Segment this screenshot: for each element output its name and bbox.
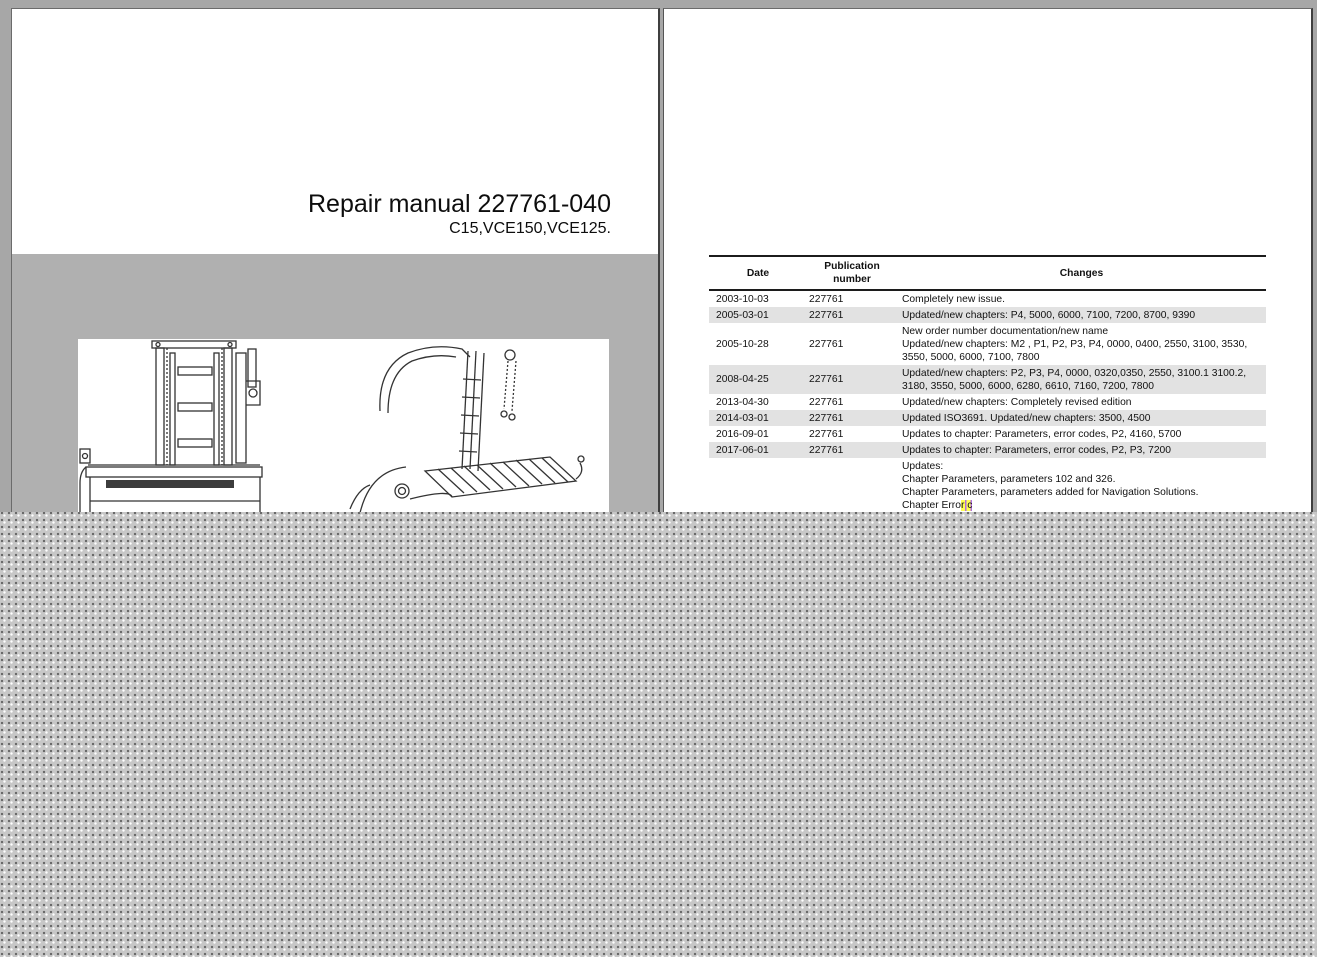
date-cell: 2008-04-25 — [716, 374, 769, 385]
table-row — [709, 365, 1266, 394]
column-header-changes: Changes — [1059, 267, 1104, 279]
forklift-drawing-right — [350, 347, 584, 512]
table-row — [709, 410, 1266, 426]
date-cell: 2005-10-28 — [716, 338, 769, 350]
revision-table-header — [709, 255, 1266, 291]
publication-number-cell: 227761 — [809, 412, 844, 424]
table-row — [709, 291, 1266, 307]
search-highlight: r c — [960, 499, 973, 511]
revision-table-body — [709, 291, 1266, 512]
publication-number-cell: 227761 — [809, 309, 844, 321]
date-cell: 2017-06-01 — [716, 444, 769, 456]
cover-illustration — [78, 339, 609, 512]
changes-cell: Updates to chapter: Parameters, error codes, P2, P3, 7200 — [902, 444, 1172, 456]
cover-title-block — [308, 191, 611, 238]
document-page-revision-history — [663, 8, 1313, 512]
document-page-cover — [11, 8, 660, 512]
publication-number-cell: 227761 — [809, 396, 844, 408]
table-row — [709, 323, 1266, 365]
column-header-publication-number: Publication number — [824, 261, 880, 285]
table-row — [709, 442, 1266, 458]
table-row — [709, 394, 1266, 410]
forklift-drawings — [78, 339, 609, 512]
publication-number-cell: 227761 — [809, 374, 844, 385]
revision-table — [709, 255, 1266, 512]
table-row — [709, 458, 1266, 512]
changes-cell: Updates to chapter: Parameters, error codes, P2, 4160, 5700 — [902, 428, 1182, 440]
table-row — [709, 426, 1266, 442]
changes-cell: Completely new issue. — [902, 293, 1006, 305]
publication-number-cell: 227761 — [809, 338, 844, 350]
date-cell: 2003-10-03 — [716, 293, 769, 305]
manual-subtitle: C15,VCE150,VCE125. — [449, 220, 611, 237]
forklift-drawing-left — [80, 341, 262, 512]
publication-number-cell: 227761 — [809, 428, 844, 440]
changes-cell: New order number documentation/new name Updated/new chapters: M2 , P1, P2, P3, P4, 0000, 0400, 2550, 3100, 3530, 3550, 5000, 6000, 7100, 7800 — [902, 325, 1248, 363]
changes-cell: Updated ISO3691. Updated/new chapters: 3500, 4500 — [902, 412, 1151, 424]
changes-cell: Updated/new chapters: Completely revised edition — [902, 396, 1132, 408]
date-cell: 2014-03-01 — [716, 412, 769, 424]
manual-title: Repair manual 227761-040 — [308, 190, 611, 218]
column-header-date: Date — [746, 267, 770, 279]
publication-number-cell: 227761 — [809, 444, 844, 456]
changes-cell: Updated/new chapters: P4, 5000, 6000, 7100, 7200, 8700, 9390 — [902, 309, 1196, 321]
date-cell: 2005-03-01 — [716, 309, 769, 321]
changes-cell: Updated/new chapters: P2, P3, P4, 0000, 0320,0350, 2550, 3100.1 3100.2, 3180, 3550, 5000, 6000, 6280, 6610, 7160, 7200, 7800 — [902, 367, 1247, 392]
date-cell: 2016-09-01 — [716, 428, 769, 440]
changes-cell: Updates: Chapter Parameters, parameters 102 and 326. Chapter Parameters, parameters added for Navigation Solutions. Chapter Error c — [902, 460, 1199, 511]
date-cell: 2013-04-30 — [716, 396, 769, 408]
table-row — [709, 307, 1266, 323]
publication-number-cell: 227761 — [809, 293, 844, 305]
